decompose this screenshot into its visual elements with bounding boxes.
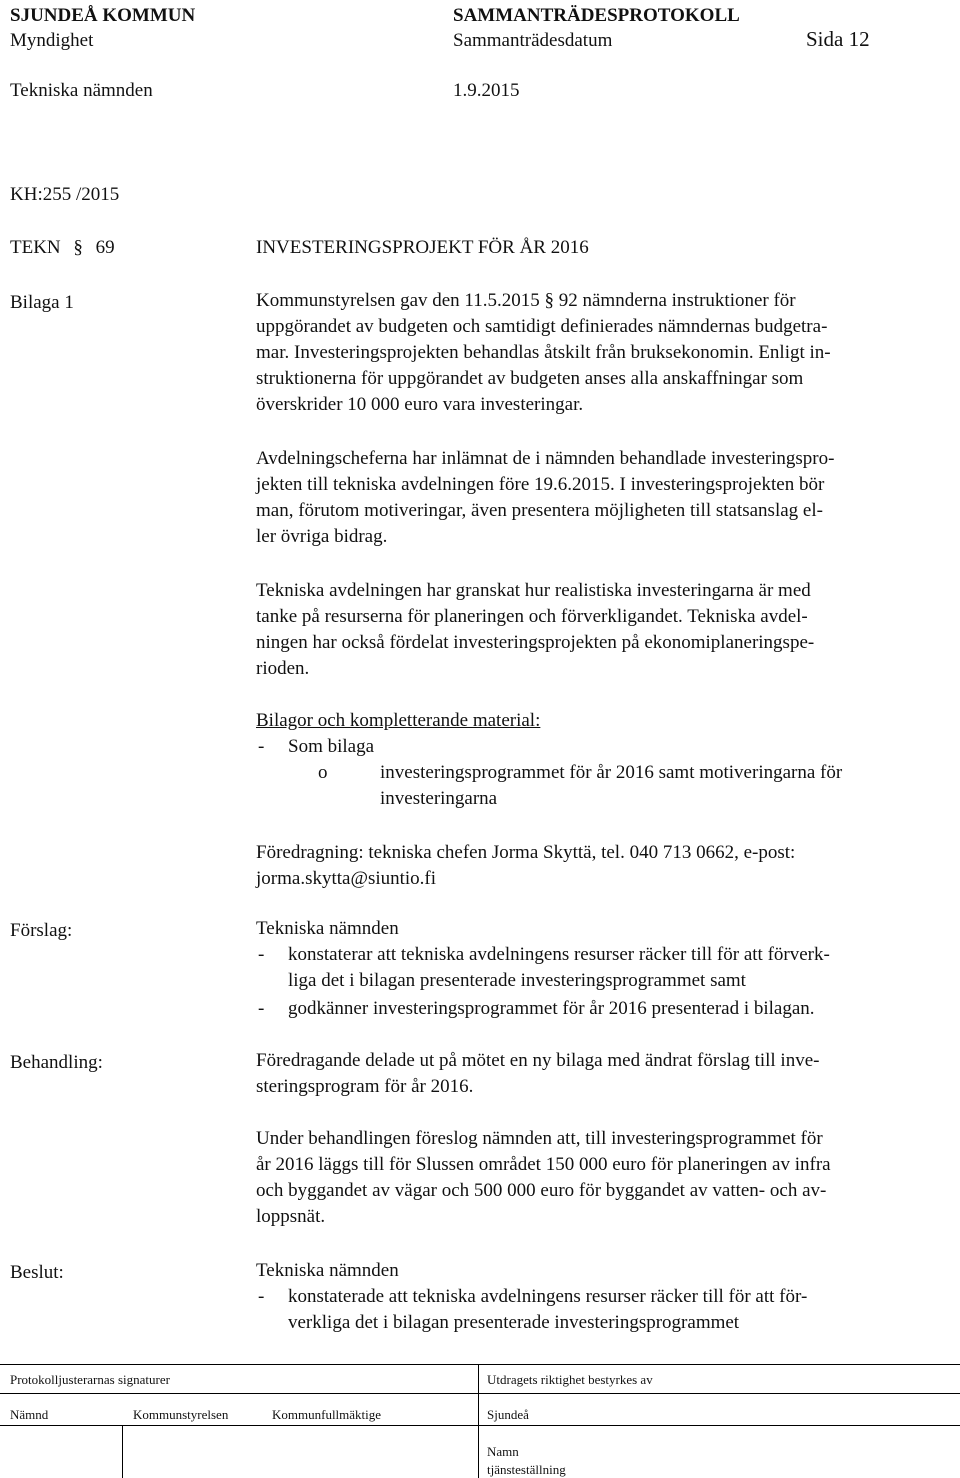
- date-label: Sammanträdesdatum: [453, 30, 613, 51]
- paragraph-sign: §: [73, 237, 83, 258]
- text-line: konstaterade att tekniska avdelningens resurser räcker till för att för-: [288, 1286, 808, 1307]
- text-line: Avdelningscheferna har inlämnat de i nämnden behandlade investeringspro-: [256, 448, 835, 469]
- forslag-body: Tekniska nämnden: [256, 918, 399, 939]
- footer-col-kommunfullmaktige: Kommunfullmäktige: [272, 1407, 382, 1422]
- text-line: struktionerna för uppgörandet av budgeten anses alla anskaffningar som: [256, 368, 804, 389]
- behandling-label: Behandling:: [10, 1052, 103, 1073]
- beslut-body: Tekniska nämnden: [256, 1260, 399, 1281]
- forslag-label: Förslag:: [10, 920, 73, 941]
- text-line: jorma.skytta@siuntio.fi: [256, 868, 437, 889]
- text-line: rioden.: [256, 658, 310, 679]
- text-line: tanke på resurserna för planeringen och förverkligandet. Tekniska avdel-: [256, 606, 808, 627]
- section-code-text: TEKN: [10, 237, 61, 258]
- text-line: loppsnät.: [256, 1206, 326, 1227]
- text-line: Tekniska avdelningen har granskat hur realistiska investeringarna är med: [256, 580, 811, 601]
- forslag-item-1: [288, 942, 948, 994]
- signatures-label: Protokolljusterarnas signaturer: [10, 1372, 170, 1387]
- text-line: Kommunstyrelsen gav den 11.5.2015 § 92 nämnderna instruktioner för: [256, 290, 796, 311]
- authority-label: Myndighet: [10, 30, 94, 51]
- footer-col-namnd: Nämnd: [10, 1407, 49, 1422]
- text-line: investeringsprogrammet för år 2016 samt motiveringarna för: [380, 762, 843, 783]
- footer-divider-left: [122, 1425, 123, 1478]
- beslut-dash: -: [258, 1286, 265, 1307]
- authority-name: Tekniska nämnden: [10, 80, 153, 101]
- case-reference: KH:255 /2015: [10, 184, 120, 205]
- bilaga-paragraph: [256, 288, 936, 418]
- forslag-dash-1: -: [258, 944, 265, 965]
- footer-rule-middle: [0, 1393, 960, 1394]
- document-type: SAMMANTRÄDESPROTOKOLL: [453, 5, 740, 26]
- text-line: konstaterar att tekniska avdelningens resurser räcker till för att förverk-: [288, 944, 830, 965]
- meeting-date: 1.9.2015: [453, 80, 520, 101]
- forslag-item-2: godkänner investeringsprogrammet för år 2016 presenterad i bilagan.: [288, 998, 815, 1019]
- beslut-label: Beslut:: [10, 1262, 64, 1283]
- footer-rule-top: [0, 1364, 960, 1365]
- footer-title-label: tjänsteställning: [487, 1462, 566, 1477]
- section-number: 69: [95, 237, 115, 258]
- text-line: liga det i bilagan presenterade investeringsprogrammet samt: [288, 970, 746, 991]
- footer-col-sjundea: Sjundeå: [487, 1407, 529, 1422]
- municipality-name: SJUNDEÅ KOMMUN: [10, 5, 196, 26]
- paragraph-review: [256, 578, 936, 682]
- text-line: Under behandlingen föreslog nämnden att, till investeringsprogrammet för: [256, 1128, 823, 1149]
- text-line: man, förutom motiveringar, även presentera möjligheten till statsanslag el-: [256, 500, 823, 521]
- behandling-para-2: [256, 1126, 936, 1230]
- section-title: INVESTERINGSPROJEKT FÖR ÅR 2016: [256, 237, 589, 258]
- section-code: [10, 238, 115, 257]
- text-line: steringsprogram för år 2016.: [256, 1076, 474, 1097]
- page-number: Sida 12: [806, 27, 870, 51]
- text-line: överskrider 10 000 euro vara investeringar.: [256, 394, 584, 415]
- footer-rule-bottom: [0, 1425, 960, 1426]
- attachments-heading: Bilagor och kompletterande material:: [256, 710, 541, 731]
- text-line: investeringarna: [380, 788, 498, 809]
- text-line: Föredragning: tekniska chefen Jorma Skyttä, tel. 040 713 0662, e-post:: [256, 842, 796, 863]
- behandling-para-1: [256, 1048, 936, 1100]
- beslut-item: [288, 1284, 948, 1336]
- attachments-subitem: [380, 760, 940, 812]
- text-line: verkliga det i bilagan presenterade investeringsprogrammet: [288, 1312, 740, 1333]
- text-line: ler övriga bidrag.: [256, 526, 388, 547]
- footer-col-kommunstyrelsen: Kommunstyrelsen: [133, 1407, 229, 1422]
- text-line: Föredragande delade ut på mötet en ny bilaga med ändrat förslag till inve-: [256, 1050, 820, 1071]
- presenter-info: [256, 840, 936, 892]
- paragraph-submissions: [256, 446, 936, 550]
- attachments-item: Som bilaga: [288, 736, 375, 757]
- certified-label: Utdragets riktighet bestyrkes av: [487, 1372, 653, 1387]
- footer-divider-center: [478, 1364, 479, 1478]
- bilaga-label: Bilaga 1: [10, 292, 74, 313]
- text-line: mar. Investeringsprojekten behandlas åtskilt från bruksekonomin. Enligt in-: [256, 342, 831, 363]
- text-line: ningen har också fördelat investeringsprojekten på ekonomiplaneringspe-: [256, 632, 815, 653]
- text-line: jekten till tekniska avdelningen före 19.6.2015. I investeringsprojekten bör: [256, 474, 825, 495]
- text-line: uppgörandet av budgeten och samtidigt definierades nämndernas budgetra-: [256, 316, 828, 337]
- text-line: år 2016 läggs till för Slussen området 150 000 euro för planeringen av infra: [256, 1154, 831, 1175]
- forslag-dash-2: -: [258, 998, 265, 1019]
- footer-name-label: Namn: [487, 1444, 519, 1459]
- attachments-dash: -: [258, 736, 265, 757]
- text-line: och byggandet av vägar och 500 000 euro för byggandet av vatten- och av-: [256, 1180, 827, 1201]
- sub-bullet-marker: o: [318, 762, 328, 783]
